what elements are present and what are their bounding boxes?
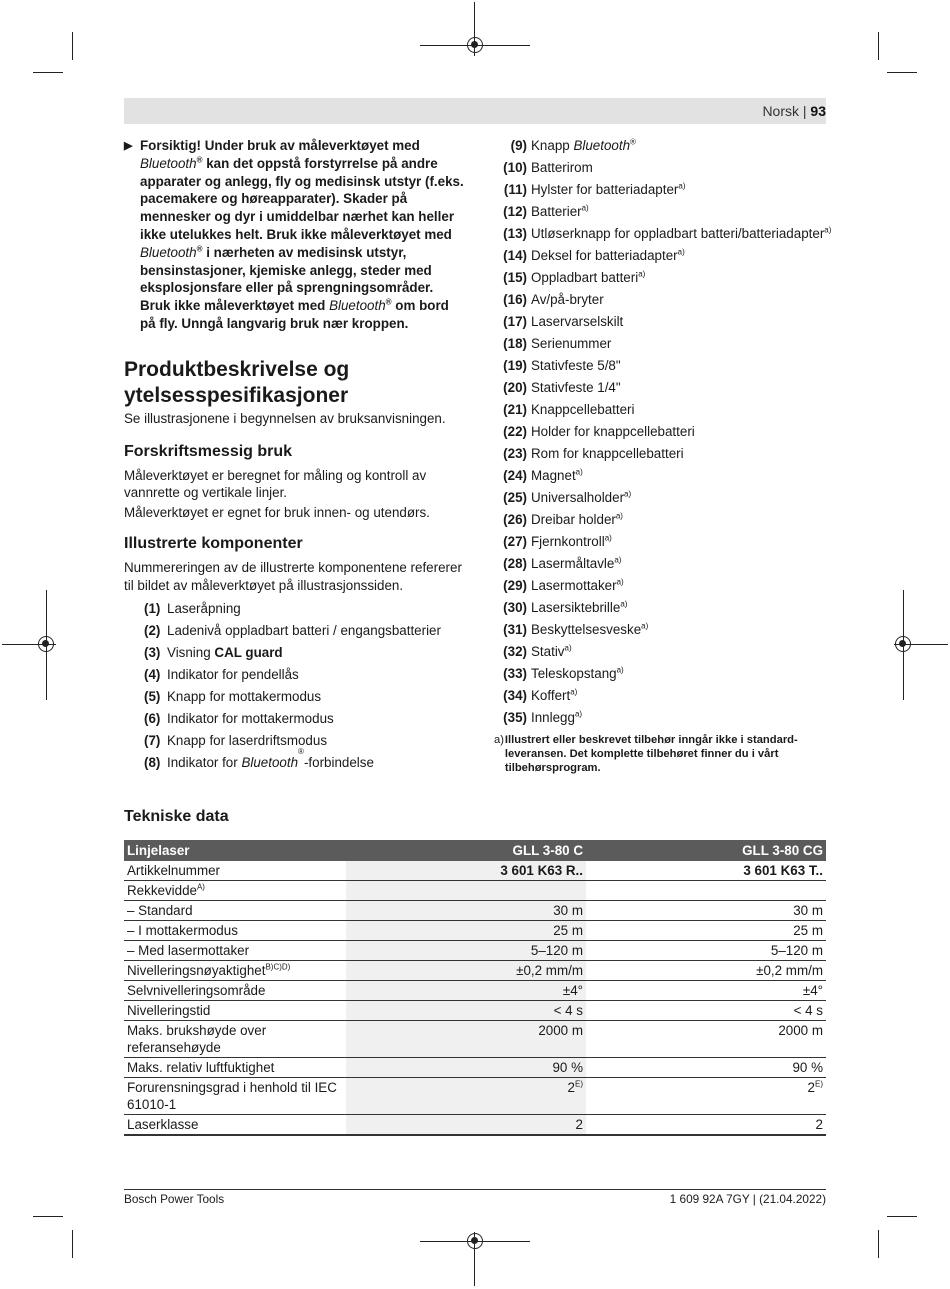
- components-list-left: [124, 598, 464, 774]
- section-title: Produktbeskrivelse og ytelsesspesifikasjoner: [124, 357, 350, 407]
- footer-left: Bosch Power Tools: [124, 1192, 225, 1206]
- table-cell: Maks. relativ luftfuktighet: [124, 1058, 346, 1078]
- table-row: [124, 921, 826, 941]
- page-header-bar: [124, 98, 826, 124]
- list-item: (33) Teleskopstang$^{a)}$: [503, 665, 624, 681]
- list-item: (23) Rom for knappcellebatteri: [503, 446, 684, 461]
- list-item: (1) Laseråpning: [144, 600, 241, 616]
- table-cell: 3 601 K63 R..: [346, 861, 586, 881]
- table-cell: 5–120 m: [586, 941, 826, 961]
- table-cell: 2000 m: [346, 1021, 586, 1058]
- list-item: (30) Lasersiktebrille$^{a)}$: [503, 599, 628, 615]
- table-cell: 25 m: [586, 921, 826, 941]
- table-row: [124, 901, 826, 921]
- list-item: (18) Serienummer: [503, 336, 612, 351]
- list-item: (16) Av/på-bryter: [503, 292, 604, 307]
- table-cell: Artikkelnummer: [124, 861, 346, 881]
- list-item: (9) Knapp Bluetooth®: [510, 137, 636, 153]
- components-heading: Illustrerte komponenter: [124, 534, 303, 552]
- column-header: Linjelaser: [124, 840, 346, 861]
- list-item: (28) Lasermåltavle$^{a)}$: [503, 555, 622, 571]
- list-item: (15) Oppladbart batteri$^{a)}$: [503, 269, 646, 285]
- table-cell: – Med lasermottaker: [124, 941, 346, 961]
- list-item: (20) Stativfeste 1/4": [503, 380, 621, 395]
- list-item: (17) Laservarselskilt: [503, 314, 624, 329]
- table-cell: ±0,2 mm/m: [586, 961, 826, 981]
- list-item: (4) Indikator for pendellås: [144, 666, 299, 682]
- table-cell: 90 %: [586, 1058, 826, 1078]
- list-item: (34) Koffert$^{a)}$: [503, 687, 578, 703]
- registration-mark-icon: [895, 636, 911, 652]
- table-cell: 5–120 m: [346, 941, 586, 961]
- table-row: [124, 1021, 826, 1058]
- list-item: (6) Indikator for mottakermodus: [144, 710, 334, 726]
- table-row: [124, 941, 826, 961]
- table-cell: $2^{E)}$: [346, 1078, 586, 1115]
- left-column: [124, 137, 464, 774]
- table-cell: ±4°: [586, 981, 826, 1001]
- list-item: (24) Magnet$^{a)}$: [503, 467, 583, 483]
- column-header: GLL 3-80 C: [346, 840, 586, 861]
- list-item: (12) Batterier$^{a)}$: [503, 203, 589, 219]
- list-item: (14) Deksel for batteriadapter$^{a)}$: [503, 247, 685, 263]
- table-cell: 3 601 K63 T..: [586, 861, 826, 881]
- list-item: (7) Knapp for laserdriftsmodus: [144, 732, 328, 748]
- table-row: [124, 861, 826, 881]
- list-item: (31) Beskyttelsesveske$^{a)}$: [503, 621, 649, 637]
- list-item: (21) Knappcellebatteri: [503, 402, 635, 417]
- table-cell: Nivelleringsnøyaktighet$^{B)C)D)}$: [124, 961, 346, 981]
- components-list-right: [494, 135, 834, 775]
- list-item: (35) Innlegg$^{a)}$: [503, 709, 583, 725]
- table-cell: Rekkevidde$^{A)}$: [124, 881, 346, 901]
- list-item: (3) Visning CAL guard: [144, 644, 283, 660]
- table-row: [124, 881, 826, 901]
- table-cell: [586, 881, 826, 901]
- table-cell: 25 m: [346, 921, 586, 941]
- page-number: 93: [810, 103, 826, 119]
- table-cell: – Standard: [124, 901, 346, 921]
- table-row: [124, 961, 826, 981]
- table-cell: [346, 881, 586, 901]
- list-item: (27) Fjernkontroll$^{a)}$: [503, 533, 612, 549]
- column-header: GLL 3-80 CG: [586, 840, 826, 861]
- table-cell: < 4 s: [586, 1001, 826, 1021]
- footnote: a) Illustrert eller beskrevet tilbehør inngår ikke i standard-leveransen. Det komplette tilbehøret finner du i vårt tilbehørsprogram.: [494, 734, 798, 774]
- table-cell: 30 m: [346, 901, 586, 921]
- list-item: (25) Universalholder$^{a)}$: [503, 489, 632, 505]
- table-cell: Maks. brukshøyde over referansehøyde: [124, 1021, 346, 1058]
- list-item: (8) Indikator for Bluetooth ® -forbindelse: [144, 746, 374, 770]
- table-cell: < 4 s: [346, 1001, 586, 1021]
- tech-data-title: Tekniske data: [124, 808, 229, 825]
- intended-use-text: Måleverktøyet er beregnet for måling og kontroll av vannrette og vertikale linjer.: [124, 467, 427, 501]
- list-item: (13) Utløserknapp for oppladbart batteri/batteriadapter$^{a)}$: [503, 225, 832, 241]
- table-cell: Nivelleringstid: [124, 1001, 346, 1021]
- header-separator: |: [802, 103, 807, 119]
- list-item: (11) Hylster for batteriadapter$^{a)}$: [503, 181, 686, 197]
- table-cell: Laserklasse: [124, 1115, 346, 1136]
- table-row: [124, 1001, 826, 1021]
- table-cell: $2^{E)}$: [586, 1078, 826, 1115]
- registration-mark-icon: [38, 636, 54, 652]
- list-item: (29) Lasermottaker$^{a)}$: [503, 577, 624, 593]
- table-cell: ±0,2 mm/m: [346, 961, 586, 981]
- footer-right: 1 609 92A 7GY | (21.04.2022): [669, 1192, 826, 1206]
- list-item: (32) Stativ$^{a)}$: [503, 643, 572, 659]
- table-cell: ±4°: [346, 981, 586, 1001]
- table-row: [124, 1115, 826, 1136]
- registration-mark-icon: [467, 1233, 483, 1249]
- list-item: (2) Ladenivå oppladbart batteri / engangsbatterier: [144, 622, 441, 638]
- tech-data-table: [124, 840, 826, 1136]
- components-intro: Nummereringen av de illustrerte komponentene refererer til bildet av måleverktøyet på illustrasjonssiden.: [124, 559, 462, 593]
- table-cell: 90 %: [346, 1058, 586, 1078]
- header-language: Norsk: [762, 103, 799, 119]
- table-cell: 2000 m: [586, 1021, 826, 1058]
- table-cell: 2: [346, 1115, 586, 1136]
- registration-mark-icon: [467, 37, 483, 53]
- table-row: [124, 1078, 826, 1115]
- table-cell: Forurensningsgrad i henhold til IEC 61010-1: [124, 1078, 346, 1115]
- section-intro: Se illustrasjonene i begynnelsen av bruksanvisningen.: [124, 410, 446, 426]
- intended-use-heading: Forskriftsmessig bruk: [124, 442, 293, 460]
- table-cell: Selvnivelleringsområde: [124, 981, 346, 1001]
- warning-arrow-icon: ▶: [124, 140, 133, 152]
- list-item: (22) Holder for knappcellebatteri: [503, 424, 695, 439]
- page-header: [762, 103, 826, 119]
- table-cell: 2: [586, 1115, 826, 1136]
- footer-divider: [124, 1189, 826, 1190]
- table-row: [124, 981, 826, 1001]
- intended-use-text-2: Måleverktøyet er egnet for bruk innen- og utendørs.: [124, 505, 430, 521]
- list-item: (26) Dreibar holder$^{a)}$: [503, 511, 623, 527]
- list-item: (10) Batterirom: [503, 160, 593, 175]
- list-item: (19) Stativfeste 5/8": [503, 358, 621, 373]
- list-item: (5) Knapp for mottakermodus: [144, 688, 322, 704]
- table-cell: – I mottakermodus: [124, 921, 346, 941]
- table-cell: 30 m: [586, 901, 826, 921]
- table-header-row: [124, 840, 826, 861]
- table-row: [124, 1058, 826, 1078]
- safety-warning: ▶ Forsiktig! Under bruk av måleverktøyet med Bluetooth® kan det oppstå forstyrrelse på andre apparater og anlegg, fly og medisinsk utstyr (f.eks. pacemakere og høreapparater). Skader på mennesker og dyr i umiddelbar nærhet kan heller ikke utelukkes helt. Bruk ikke måleverktøyet med Bluetooth® i nærheten av medisinsk utstyr, bensinstasjoner, kjemiske anlegg, steder med eksplosjonsfare eller på sprengningsområder. Bruk ikke måleverktøyet med Bluetooth® om bord på fly. Unngå langvarig bruk nær kroppen.: [124, 138, 464, 331]
